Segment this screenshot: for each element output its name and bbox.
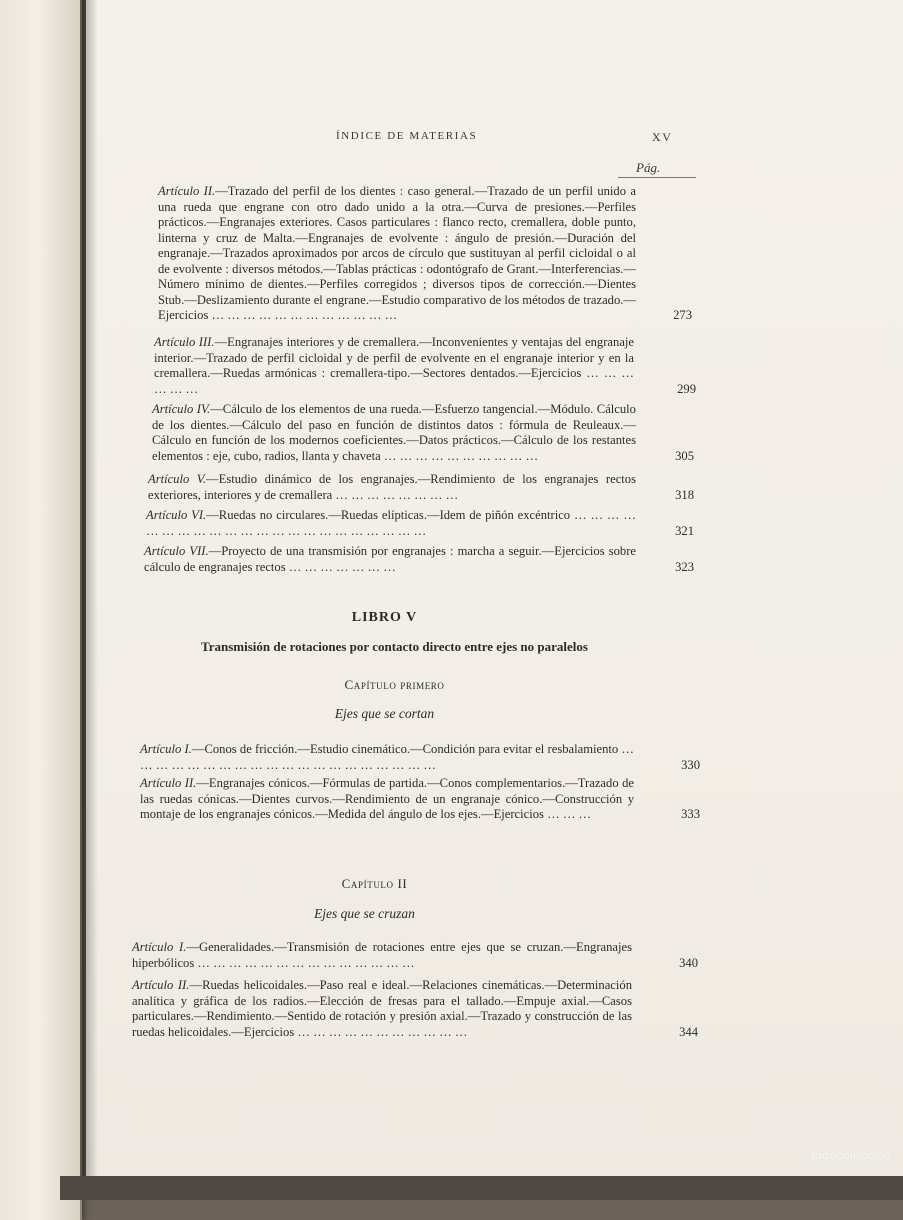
entry-article: Artículo II. [140,776,197,790]
entry-text: —Engranajes cónicos.—Fórmulas de partida.—Conos complementarios.—Trazado de las ruedas cónicas.—Dientes curvos.—Rendimiento de un engranaje cónico.—Construcción y montaje de los engranajes cónicos.—Medida del ángulo de los ejes.—Ejercicios … … … [140,776,634,821]
entry-body [132,978,632,1040]
entry-page-number: 333 [681,807,700,821]
entry-body [140,742,634,773]
chapter-title: Capítulo II [341,876,408,891]
toc-entry [140,776,700,823]
toc-entry [158,184,692,324]
entry-text: —Trazado del perfil de los dientes : caso general.—Trazado de un perfil unido a una rueda que engrane con otro dado unido a la otra.—Curva de presiones.—Perfiles prácticos.—Engranajes exteriores. Casos particulares : flanco recto, cremallera, doble punto, linterna y cruz de Malta.—Engranajes de evolvente : ángulo de presión.—Duración del engranaje.—Trazados aproximados por arcos de círculo que sustituyan al perfil cicloidal o al de evolvente : diversos métodos.—Tablas prácticas : odontógrafo de Grant.—Interferencias.—Número mínimo de dientes.—Perfiles corregidos ; diversos tipos de corrección.—Dientes Stub.—Deslizamiento durante el engrane.—Estudio comparativo de los métodos de trazado.—Ejercicios … … … … … … … … … … … … [158,184,636,322]
table-surface [60,1176,903,1200]
entry-article: Artículo I. [132,940,187,954]
spine-shadow [80,0,98,1200]
entry-body [144,544,636,575]
watermark: todocoleccion [811,1148,891,1162]
book-subtitle: Transmisión de rotaciones por contacto directo entre ejes no paralelos [201,639,588,654]
entry-body [154,335,634,397]
entry-text: —Ruedas no circulares.—Ruedas elípticas.—Idem de piñón excéntrico … … … … … … … … … … … … … … … … … … … … … … [146,508,636,538]
entry-body [152,402,636,464]
toc-entry [146,508,694,539]
page-folio: XV [652,130,673,144]
page-column-rule [618,177,696,178]
entry-article: Artículo II. [158,184,216,198]
entry-text: —Estudio dinámico de los engranajes.—Rendimiento de los engranajes rectos exteriores, interiores y de cremallera … … … … … … … … [148,472,636,502]
entry-article: Artículo I. [140,742,192,756]
entry-body [158,184,636,324]
toc-entry [140,742,700,773]
entry-article: Artículo II. [132,978,190,992]
entry-body [140,776,634,823]
running-head-title: ÍNDICE DE MATERIAS [336,130,478,142]
entry-page-number: 344 [679,1024,698,1039]
entry-text: —Ruedas helicoidales.—Paso real e ideal.—Relaciones cinemáticas.—Determinación analítica y gráfica de los radios.—Elección de fresas para el tallado.—Empuje axial.—Casos particulares.—Rendimiento.—Sentido de rotación y presión axial.—Trazado y construcción de las ruedas helicoidales.—Ejercicios … … … … … … … … … … … [132,978,632,1039]
toc-entry [132,978,698,1040]
entry-page-number: 321 [675,523,694,538]
entry-text: —Cálculo de los elementos de una rueda.—Esfuerzo tangencial.—Módulo. Cálculo de los dientes.—Cálculo del paso en función de distintos datos : fórmula de Reuleaux.—Cálculo en función de los modernos coeficientes.—Datos prácticos.—Cálculo de los restantes elementos : eje, cubo, radios, llanta y chaveta … … … … … … … … … … [152,402,636,463]
chapter-title: Capítulo primero [344,677,445,692]
entry-page-number: 318 [675,487,694,502]
section-title: Ejes que se cortan [334,706,435,721]
toc-entry [154,335,696,397]
entry-text: —Conos de fricción.—Estudio cinemático.—Condición para evitar el resbalamiento … … … … … … … … … … … … … … … … … … … … [140,742,635,772]
entry-article: Artículo IV. [152,402,211,416]
entry-page-number: 323 [675,559,694,574]
entry-article: Artículo VII. [144,544,209,558]
entry-text: —Proyecto de una transmisión por engranajes : marcha a seguir.—Ejercicios sobre cálculo de engranajes rectos … … … … … … … [144,544,636,574]
book-page [86,0,903,1200]
entry-body [148,472,636,503]
section-title: Ejes que se cruzan [314,906,415,921]
book-heading: LIBRO V [351,610,418,625]
entry-page-number: 305 [675,448,694,463]
page-column-label: Pág. [636,160,661,175]
entry-body [146,508,636,539]
entry-article: Artículo VI. [146,508,207,522]
toc-entry [148,472,694,503]
entry-body [132,940,632,971]
entry-page-number: 330 [681,757,700,772]
entry-page-number: 273 [673,308,692,322]
toc-entry [152,402,694,464]
entry-page-number: 340 [679,955,698,970]
entry-article: Artículo III. [154,335,215,349]
entry-page-number: 299 [677,381,696,396]
toc-entry [144,544,694,575]
entry-text: —Engranajes interiores y de cremallera.—Inconvenientes y ventajas del engranaje interior.—Trazado de perfil cicloidal y de perfil de evolvente en el engranaje interior y en la cremallera.—Ruedas armónicas : cremallera-tipo.—Sectores dentados.—Ejercicios … … … … … … [154,335,634,396]
entry-article: Artículo V. [148,472,207,486]
entry-text: —Generalidades.—Transmisión de rotaciones entre ejes que se cruzan.—Engranajes hiperbólicos … … … … … … … … … … … … … … [132,940,632,970]
toc-entry [132,940,698,971]
